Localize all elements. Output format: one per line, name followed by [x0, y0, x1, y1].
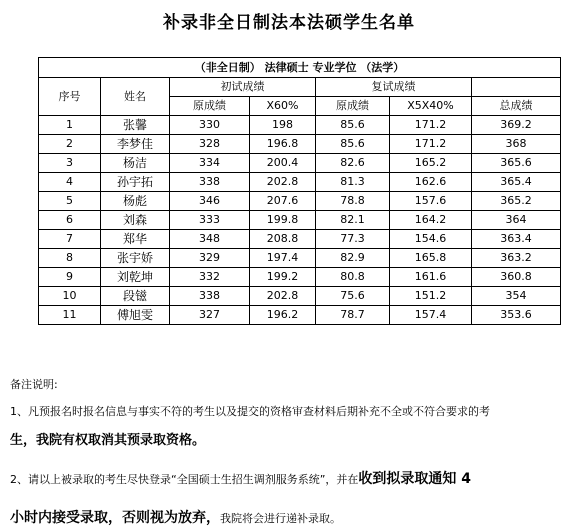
cell-retest-raw: 82.6 — [316, 154, 390, 173]
cell-initial-raw: 332 — [170, 268, 250, 287]
cell-initial-raw: 338 — [170, 173, 250, 192]
cell-total: 365.4 — [472, 173, 561, 192]
cell-retest-raw: 75.6 — [316, 287, 390, 306]
cell-initial-weighted: 202.8 — [250, 287, 316, 306]
cell-retest-weighted: 161.6 — [390, 268, 472, 287]
cell-retest-weighted: 157.6 — [390, 192, 472, 211]
cell-total: 365.2 — [472, 192, 561, 211]
cell-total: 360.8 — [472, 268, 561, 287]
cell-initial-raw: 346 — [170, 192, 250, 211]
header-total: 总成绩 — [472, 97, 561, 116]
cell-retest-weighted: 171.2 — [390, 135, 472, 154]
cell-name: 杨彪 — [101, 192, 170, 211]
cell-total: 363.2 — [472, 249, 561, 268]
note-2-text-b: 我院将会进行递补录取。 — [220, 512, 341, 525]
cell-name: 张宇娇 — [101, 249, 170, 268]
cell-initial-weighted: 202.8 — [250, 173, 316, 192]
header-raw2: 原成绩 — [316, 97, 390, 116]
cell-initial-raw: 329 — [170, 249, 250, 268]
note-2-text-a: 2、请以上被录取的考生尽快登录“全国硕士生招生调剂服务系统”，并在 — [10, 473, 359, 486]
table-row — [39, 268, 561, 287]
note-1-line-b — [10, 429, 205, 448]
cell-retest-raw: 77.3 — [316, 230, 390, 249]
cell-total: 365.6 — [472, 154, 561, 173]
table-row — [39, 230, 561, 249]
note-2-line-a — [10, 468, 471, 488]
notes-heading: 备注说明: — [10, 378, 58, 391]
cell-retest-raw: 82.1 — [316, 211, 390, 230]
header-name: 姓名 — [101, 78, 170, 116]
header-raw1: 原成绩 — [170, 97, 250, 116]
table-row — [39, 135, 561, 154]
cell-initial-weighted: 208.8 — [250, 230, 316, 249]
cell-retest-raw: 85.6 — [316, 135, 390, 154]
header-x540: X5X40% — [390, 97, 472, 116]
cell-no: 2 — [39, 135, 101, 154]
table-row — [39, 192, 561, 211]
table-row — [39, 249, 561, 268]
table-row — [39, 306, 561, 325]
cell-retest-weighted: 165.2 — [390, 154, 472, 173]
cell-initial-raw: 327 — [170, 306, 250, 325]
cell-name: 李梦佳 — [101, 135, 170, 154]
cell-initial-weighted: 200.4 — [250, 154, 316, 173]
cell-retest-weighted: 162.6 — [390, 173, 472, 192]
cell-total: 368 — [472, 135, 561, 154]
cell-retest-weighted: 151.2 — [390, 287, 472, 306]
header-retest: 复试成绩 — [316, 78, 472, 97]
cell-initial-raw: 348 — [170, 230, 250, 249]
table-row — [39, 116, 561, 135]
admission-table — [38, 57, 561, 325]
cell-initial-raw: 338 — [170, 287, 250, 306]
header-blank — [472, 78, 561, 97]
note-1-line-b-text: 生，我院有权取消其预录取资格。 — [10, 433, 206, 448]
note-2-line-b — [10, 507, 341, 527]
cell-initial-weighted: 207.6 — [250, 192, 316, 211]
cell-name: 郑华 — [101, 230, 170, 249]
cell-retest-raw: 78.8 — [316, 192, 390, 211]
cell-no: 6 — [39, 211, 101, 230]
cell-name: 张馨 — [101, 116, 170, 135]
cell-total: 353.6 — [472, 306, 561, 325]
table-row — [39, 154, 561, 173]
cell-no: 4 — [39, 173, 101, 192]
cell-name: 刘森 — [101, 211, 170, 230]
cell-no: 7 — [39, 230, 101, 249]
cell-retest-raw: 81.3 — [316, 173, 390, 192]
cell-initial-weighted: 197.4 — [250, 249, 316, 268]
cell-no: 3 — [39, 154, 101, 173]
cell-initial-weighted: 196.8 — [250, 135, 316, 154]
cell-initial-raw: 330 — [170, 116, 250, 135]
cell-retest-raw: 85.6 — [316, 116, 390, 135]
table-row — [39, 211, 561, 230]
table-row — [39, 173, 561, 192]
cell-retest-weighted: 165.8 — [390, 249, 472, 268]
cell-initial-raw: 334 — [170, 154, 250, 173]
cell-retest-weighted: 154.6 — [390, 230, 472, 249]
note-1-line-a: 1、凡预报名时报名信息与事实不符的考生以及提交的资格审查材料后期补充不全或不符合要求的考 — [10, 405, 490, 418]
cell-no: 1 — [39, 116, 101, 135]
cell-total: 369.2 — [472, 116, 561, 135]
cell-retest-raw: 80.8 — [316, 268, 390, 287]
header-no: 序号 — [39, 78, 101, 116]
table-caption: （非全日制） 法律硕士 专业学位 （法学） — [39, 58, 561, 78]
cell-no: 8 — [39, 249, 101, 268]
cell-initial-weighted: 198 — [250, 116, 316, 135]
cell-total: 354 — [472, 287, 561, 306]
note-2-bold-a: 收到拟录取通知 4 — [358, 471, 472, 487]
table-row — [39, 287, 561, 306]
cell-initial-weighted: 196.2 — [250, 306, 316, 325]
cell-name: 孙宇拓 — [101, 173, 170, 192]
cell-no: 10 — [39, 287, 101, 306]
cell-no: 11 — [39, 306, 101, 325]
header-x60: X60% — [250, 97, 316, 116]
cell-total: 364 — [472, 211, 561, 230]
cell-name: 段镃 — [101, 287, 170, 306]
cell-name: 傅旭雯 — [101, 306, 170, 325]
cell-retest-weighted: 157.4 — [390, 306, 472, 325]
cell-name: 杨洁 — [101, 154, 170, 173]
cell-retest-raw: 78.7 — [316, 306, 390, 325]
cell-initial-raw: 333 — [170, 211, 250, 230]
cell-total: 363.4 — [472, 230, 561, 249]
cell-no: 5 — [39, 192, 101, 211]
header-initial: 初试成绩 — [170, 78, 316, 97]
cell-initial-weighted: 199.8 — [250, 211, 316, 230]
note-2-bold-b: 小时内接受录取，否则视为放弃， — [10, 510, 220, 526]
page-title: 补录非全日制法本法硕学生名单 — [163, 13, 415, 33]
cell-no: 9 — [39, 268, 101, 287]
cell-initial-weighted: 199.2 — [250, 268, 316, 287]
cell-name: 刘乾坤 — [101, 268, 170, 287]
cell-retest-raw: 82.9 — [316, 249, 390, 268]
cell-retest-weighted: 164.2 — [390, 211, 472, 230]
cell-retest-weighted: 171.2 — [390, 116, 472, 135]
cell-initial-raw: 328 — [170, 135, 250, 154]
